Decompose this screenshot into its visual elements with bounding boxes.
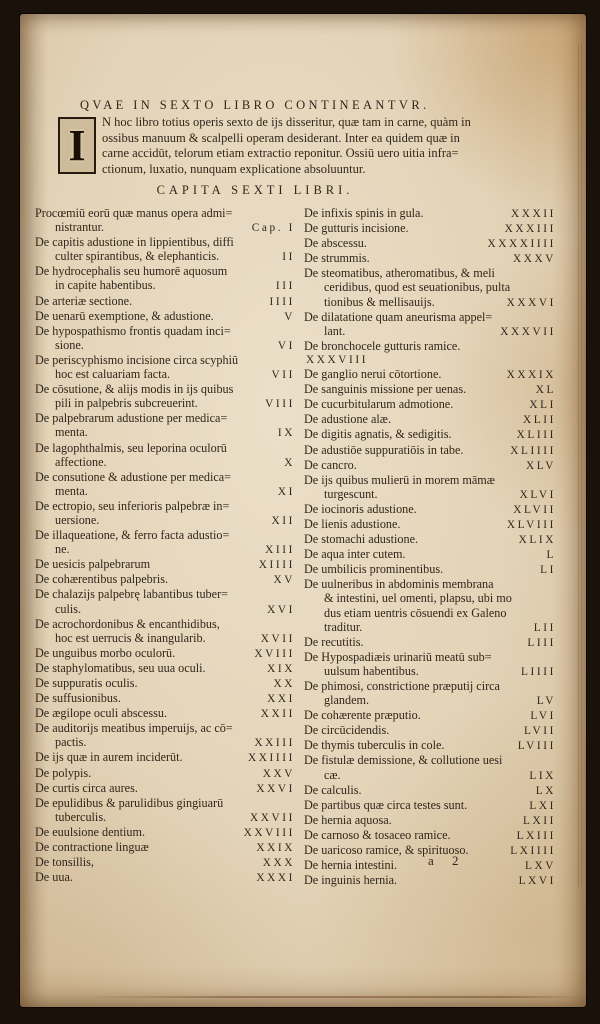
chapter-title: De phimosi, constrictione præputij circa [304, 679, 500, 693]
chapter-title: De cōsutione, & alijs modis in ijs quibus [35, 382, 234, 397]
chapter-number: XIIII [258, 559, 295, 572]
chapter-title: traditur. [324, 619, 363, 634]
toc-entry [35, 206, 295, 235]
chapter-number: LVIII [517, 740, 556, 753]
chapter-title: turgescunt. [324, 486, 378, 501]
toc-entry [35, 661, 295, 676]
toc-entry [304, 473, 556, 502]
chapter-number: Cap. I [251, 222, 295, 235]
chapter-title: De acrochordonibus & encanthidibus, [35, 616, 220, 631]
chapter-title: De staphylomatibus, seu uua oculi. [35, 660, 206, 675]
chapter-title: De circūcidendis. [304, 723, 390, 738]
chapter-number: XXXVI [506, 296, 556, 309]
chapter-title: De tonsillis, [35, 855, 94, 870]
chapter-title: De hernia intestini. [304, 858, 398, 873]
chapter-number: VI [277, 339, 295, 352]
chapter-number: XXVII [250, 811, 295, 824]
chapter-title: De suppuratis oculis. [35, 676, 138, 690]
toc-entry [304, 650, 556, 679]
chapter-title: De cucurbitularum admotione. [304, 397, 454, 412]
chapter-number: LI [540, 564, 556, 577]
chapter-title: De curtis circa aures. [35, 780, 138, 795]
chapter-title: De uesicis palpebrarum [35, 557, 151, 572]
chapter-title: De infixis spinis in gula. [304, 206, 424, 220]
toc-entry [35, 264, 295, 293]
chapter-number: XVII [260, 632, 295, 645]
toc-entry [304, 310, 556, 339]
section-heading: CAPITA SEXTI LIBRI. [156, 183, 354, 197]
chapter-title: De euulsione dentium. [35, 824, 146, 839]
preface-line: carne accidūt, telorum etiam extractio reponitur. Ossiū uero uitia infra= [102, 146, 459, 160]
toc-entry [35, 796, 295, 825]
chapter-title: De ijs quibus mulierū in morem māmæ [304, 472, 495, 487]
chapter-number: XXXV [512, 253, 556, 266]
chapter-title: lant. [324, 323, 346, 338]
chapter-number: LVII [524, 725, 556, 738]
chapter-number: LV [536, 695, 556, 708]
chapter-title: De partibus quæ circa testes sunt. [304, 797, 468, 812]
chapter-number: LVI [530, 710, 556, 723]
chapter-title: De adustione alæ. [304, 412, 391, 427]
toc-entry [304, 236, 556, 251]
chapter-number: LXI [529, 799, 556, 812]
toc-entry [35, 855, 295, 870]
chapter-title: De inguinis hernia. [304, 873, 398, 888]
toc-entry [304, 206, 556, 221]
chapter-title: De lienis adustione. [304, 516, 401, 531]
chapter-title: menta. [55, 425, 88, 440]
toc-entry [35, 721, 295, 750]
toc-entry [304, 266, 556, 309]
chapter-title: De contractione linguæ [35, 840, 149, 855]
chapter-title: nistrantur. [55, 220, 105, 235]
chapter-title: pili in palpebris subcreuerint. [55, 396, 198, 411]
chapter-title: De fistulæ demissione, & collutione uesi [304, 753, 503, 768]
chapter-title: De uaricoso ramice, & spirituoso. [304, 843, 469, 858]
toc-entry [35, 411, 295, 440]
chapter-title: De sanguinis missione per uenas. [304, 382, 467, 397]
chapter-title: culis. [55, 601, 82, 616]
woodcut-initial [58, 117, 96, 174]
toc-column-right [304, 206, 556, 888]
toc-entry [35, 691, 295, 706]
chapter-title: De cohærentibus palpebris. [35, 572, 169, 587]
chapter-title: De illaqueatione, & ferro facta adustio= [35, 528, 230, 543]
chapter-number: XLIIII [510, 444, 556, 457]
toc-entry [304, 635, 556, 650]
toc-entry [35, 382, 295, 411]
chapter-title: culter spirantibus, & elephanticis. [55, 249, 220, 264]
chapter-number: LXVI [518, 875, 556, 888]
toc-entry [304, 458, 556, 473]
chapter-number: LX [535, 784, 556, 797]
chapter-number: II [282, 251, 295, 264]
chapter-title: De ægilope oculi abscessu. [35, 706, 168, 721]
chapter-title: De abscessu. [304, 236, 367, 251]
chapter-title: De thymis tuberculis in cole. [304, 738, 445, 753]
chapter-number: XXXIX [506, 369, 556, 382]
toc-entry [35, 587, 295, 616]
chapter-title: De ectropio, seu inferioris palpebræ in= [35, 498, 230, 513]
chapter-number: V [284, 310, 295, 323]
toc-entry [304, 813, 556, 828]
toc-entry [35, 750, 295, 765]
toc-entry [35, 646, 295, 661]
chapter-title: De epulidibus & parulidibus gingiuarū [35, 795, 224, 810]
chapter-number: XXXII [511, 208, 556, 220]
chapter-title: De cancro. [304, 457, 357, 472]
toc-entry [35, 294, 295, 309]
chapter-title: De umbilicis prominentibus. [304, 562, 444, 577]
chapter-number: XL [535, 384, 556, 397]
chapter-number: XXXVIII [306, 353, 369, 366]
toc-entry [304, 517, 556, 532]
chapter-title: De steomatibus, atheromatibus, & meli [304, 266, 495, 281]
toc-entry [35, 572, 295, 587]
chapter-number: XXXI [256, 872, 295, 885]
toc-entry [35, 825, 295, 840]
chapter-number: XLIII [516, 429, 556, 442]
chapter-title: De hernia aquosa. [304, 812, 392, 827]
toc-entry [304, 397, 556, 412]
preface-line: ctionum, luxatio, nunquam explicatione absoluuntur. [102, 161, 366, 176]
toc-entry [35, 499, 295, 528]
toc-entry [304, 723, 556, 738]
chapter-number: LXII [523, 814, 556, 827]
chapter-title: hoc est caluariam facta. [55, 367, 171, 382]
chapter-title: De palpebrarum adustione per medica= [35, 411, 228, 426]
chapter-title: De unguibus morbo oculorū. [35, 645, 176, 660]
chapter-title: De capitis adustione in lippientibus, diffi [35, 235, 234, 250]
chapter-number: XXX [262, 857, 295, 870]
toc-entry [304, 382, 556, 397]
toc-entry [35, 441, 295, 470]
toc-entry [35, 706, 295, 721]
chapter-title: dus etiam uentris cōsuendi ex Galeno [324, 605, 507, 620]
chapter-number: VII [271, 369, 295, 382]
chapter-title: De strummis. [304, 251, 370, 266]
chapter-title: De aqua inter cutem. [304, 547, 406, 562]
chapter-number: XLIX [518, 534, 556, 547]
chapter-title: De adustiōe suppuratiōis in tabe. [304, 442, 464, 457]
toc-entry [304, 443, 556, 458]
chapter-title: De Hypospadiæis urinariū meatū sub= [304, 649, 492, 664]
toc-entry [35, 766, 295, 781]
toc-entry [35, 309, 295, 324]
chapter-number: LII [533, 621, 556, 634]
chapter-number: L [546, 549, 556, 562]
chapter-title: menta. [55, 483, 88, 498]
chapter-title: ne. [55, 542, 70, 557]
toc-entry [304, 547, 556, 562]
chapter-number: XVI [267, 603, 295, 616]
chapter-title: De suffusionibus. [35, 691, 121, 706]
chapter-title: De dilatatione quam aneurisma appel= [304, 309, 493, 324]
chapter-number: XLVI [519, 488, 556, 501]
chapter-title: De recutitis. [304, 634, 364, 649]
chapter-number: XXXXIIII [487, 238, 556, 251]
toc-entry [35, 353, 295, 382]
toc-entry [304, 738, 556, 753]
toc-entry [304, 679, 556, 708]
chapter-title: De consutione & adustione per medica= [35, 469, 232, 484]
chapter-number: XI [277, 485, 295, 498]
toc-entry [35, 870, 295, 885]
chapter-title: pactis. [55, 735, 87, 750]
toc-entry [304, 427, 556, 442]
chapter-title: De ijs quæ in aurem inciderūt. [35, 750, 183, 765]
toc-entry [35, 235, 295, 264]
chapter-number: XLII [523, 414, 556, 427]
chapter-number: XXII [260, 708, 295, 721]
toc-entry [304, 798, 556, 813]
chapter-title: hoc est uerrucis & inangularib. [55, 630, 206, 645]
chapter-title: glandem. [324, 693, 370, 708]
toc-entry [304, 221, 556, 236]
toc-columns [35, 206, 556, 888]
chapter-number: VIII [265, 398, 295, 411]
chapter-number: LXIIII [510, 845, 556, 858]
chapter-number: XXVIII [243, 826, 295, 839]
chapter-title: De calculis. [304, 782, 362, 797]
toc-entry [35, 840, 295, 855]
chapter-number: LIX [529, 769, 556, 782]
chapter-title: De bronchocele gutturis ramice. [304, 338, 461, 353]
toc-entry [35, 324, 295, 353]
chapter-title: sione. [55, 337, 84, 352]
chapter-number: XXIX [256, 842, 295, 855]
chapter-number: XXXIII [504, 223, 556, 236]
toc-entry [304, 753, 556, 782]
chapter-title: cæ. [324, 767, 341, 782]
chapter-number: XV [273, 574, 295, 587]
chapter-title: De uua. [35, 870, 73, 885]
toc-entry [304, 562, 556, 577]
initial-letter: I [68, 120, 86, 170]
running-header: QVAE IN SEXTO LIBRO CONTINEANTVR. [80, 98, 430, 112]
chapter-title: ceridibus, quod est seuationibus, pulta [324, 280, 511, 295]
chapter-number: XLVII [513, 503, 556, 516]
chapter-title: De gutturis incisione. [304, 221, 409, 236]
chapter-number: XIII [265, 544, 295, 557]
chapter-number: XII [271, 514, 295, 527]
preface-line: ossibus manuum & scalpelli operam desiderant. Inter ea quidem quæ in [102, 130, 460, 145]
toc-entry [35, 676, 295, 691]
chapter-number: IX [277, 427, 295, 440]
chapter-number: XXVI [256, 782, 295, 795]
toc-entry [35, 470, 295, 499]
chapter-number: IIII [269, 295, 295, 308]
chapter-title: De lagophthalmis, seu leporina oculorū [35, 440, 227, 455]
chapter-title: De hypospathismo frontis quadam inci= [35, 323, 231, 338]
toc-entry [35, 528, 295, 557]
toc-entry [304, 251, 556, 266]
chapter-title: & intestini, uel omenti, plapsu, ubi mo [324, 591, 512, 606]
chapter-title: affectione. [55, 454, 107, 469]
chapter-number: LXV [524, 860, 556, 873]
chapter-number: X [284, 456, 295, 469]
chapter-number: XXIIII [248, 752, 295, 765]
chapter-title: De arteriæ sectione. [35, 293, 133, 308]
chapter-title: De polypis. [35, 765, 92, 780]
chapter-number: XXXVII [500, 325, 556, 338]
chapter-title: in capite habentibus. [55, 278, 156, 293]
book-page [20, 14, 586, 1007]
chapter-number: XXV [262, 767, 295, 780]
chapter-number: LIII [527, 636, 556, 649]
toc-entry [304, 532, 556, 547]
chapter-number: XVIII [254, 647, 295, 660]
chapter-title: De digitis agnatis, & sedigitis. [304, 427, 452, 442]
chapter-number: LIIII [521, 665, 556, 678]
chapter-number: III [275, 280, 295, 293]
chapter-number: XLV [526, 459, 556, 472]
toc-entry [304, 367, 556, 382]
preface-line: N hoc libro totius operis sexto de ijs disseritur, quæ tam in carne, quàm in [102, 115, 471, 129]
toc-entry [304, 577, 556, 634]
toc-entry [35, 781, 295, 796]
toc-entry [304, 828, 556, 843]
chapter-title: De cohærente præputio. [304, 708, 421, 723]
chapter-title: De ganglio nerui cōtortione. [304, 367, 442, 382]
chapter-title: De periscyphismo incisione circa scyphiū [35, 352, 239, 367]
chapter-title: De iocinoris adustione. [304, 501, 417, 516]
toc-entry [304, 412, 556, 427]
chapter-title: De uulneribus in abdominis membrana [304, 577, 494, 592]
chapter-title: De hydrocephalis seu humorē aquosum [35, 264, 228, 279]
chapter-number: XLI [529, 399, 556, 412]
chapter-number: XIX [267, 662, 295, 675]
chapter-number: XX [273, 678, 295, 690]
chapter-title: uersione. [55, 512, 100, 527]
chapter-title: De stomachi adustione. [304, 532, 419, 547]
chapter-title: Procœmiū eorū quæ manus opera admi= [35, 206, 233, 220]
toc-entry [35, 557, 295, 572]
chapter-title: tionibus & mellisauijs. [324, 294, 435, 309]
toc-entry [304, 873, 556, 888]
chapter-number: LXIII [516, 829, 556, 842]
toc-entry [304, 783, 556, 798]
toc-column-left [35, 206, 295, 888]
chapter-number: XLVIII [506, 518, 556, 531]
toc-entry [304, 339, 556, 367]
chapter-number: XXIII [254, 737, 295, 750]
toc-entry [304, 502, 556, 517]
toc-entry [304, 708, 556, 723]
chapter-title: De uenarū exemptione, & adustione. [35, 308, 214, 323]
chapter-title: De carnoso & tosaceo ramice. [304, 827, 451, 842]
chapter-title: De auditorijs meatibus imperuijs, ac cō= [35, 721, 233, 736]
preface-paragraph [58, 115, 550, 177]
chapter-title: uulsum habentibus. [324, 663, 419, 678]
chapter-number: XXI [267, 693, 295, 706]
signature-mark: a 2 [428, 853, 460, 868]
chapter-title: tuberculis. [55, 809, 107, 824]
toc-entry [35, 617, 295, 646]
chapter-title: De chalazijs palpebrę labantibus tuber= [35, 587, 228, 602]
